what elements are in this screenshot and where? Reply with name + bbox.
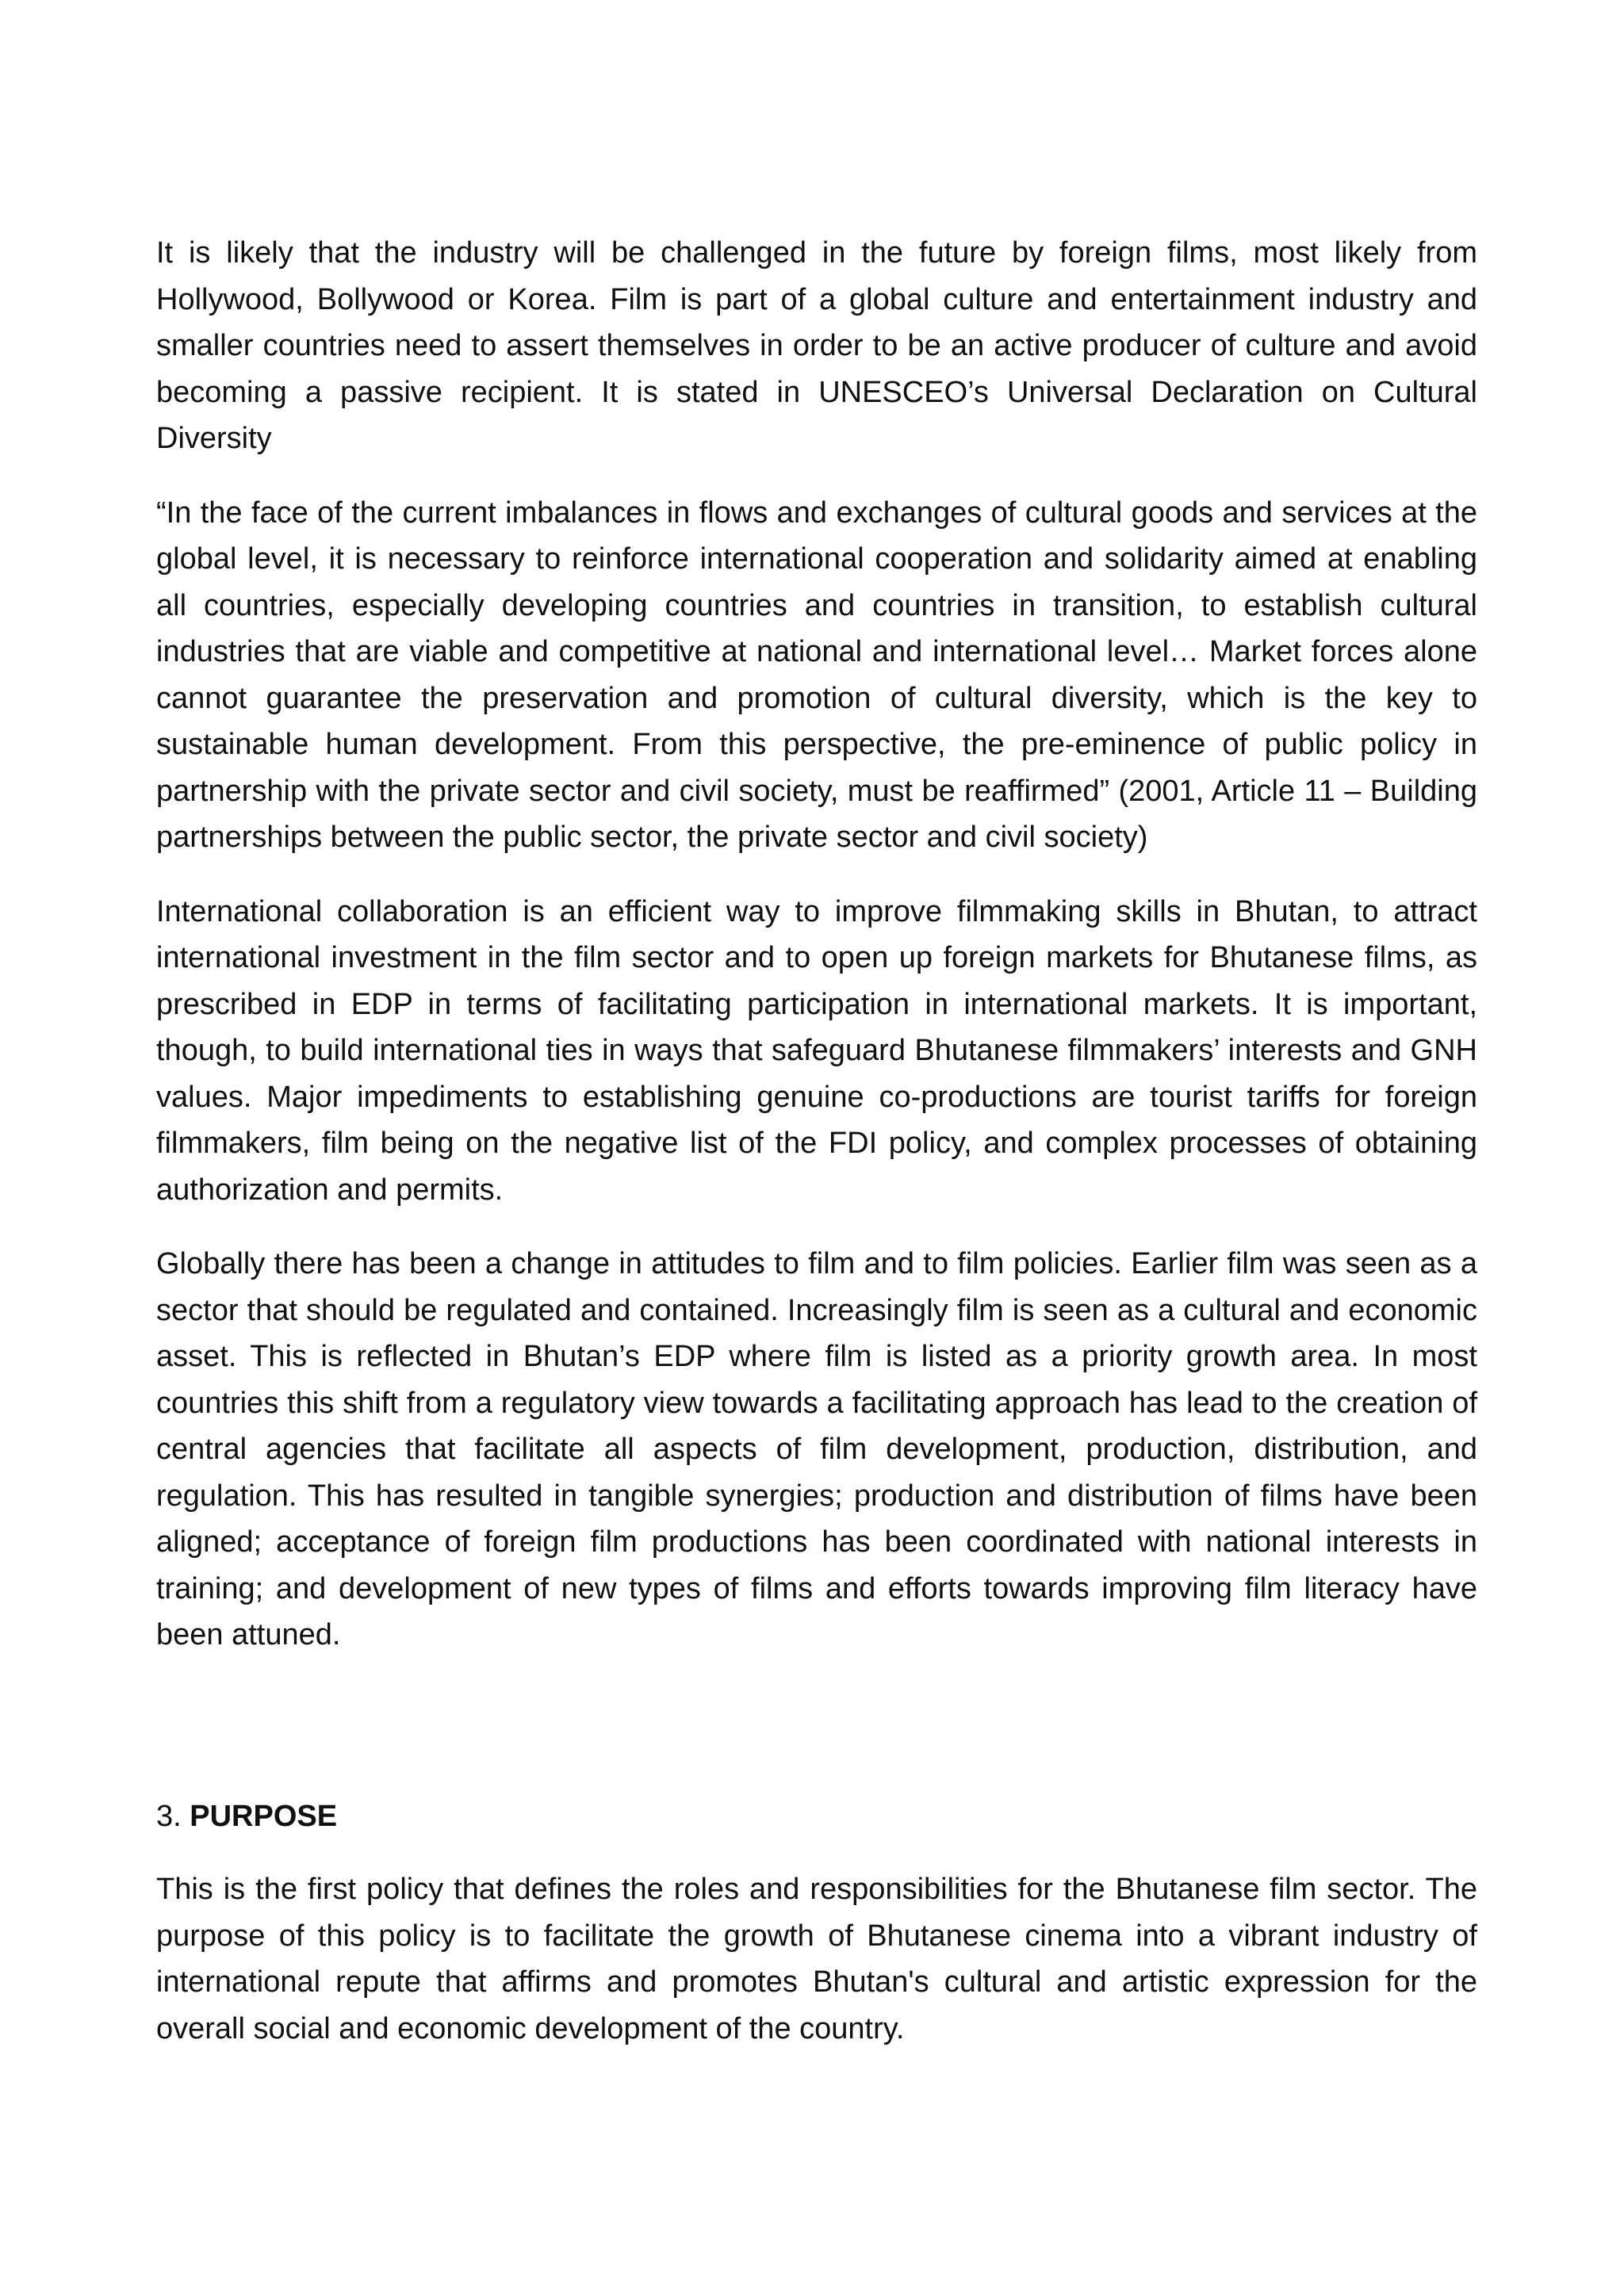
paragraph-purpose: This is the first policy that defines the roles and responsibilities for the Bhutanese film sector. The purpose of this policy is to facilitate the growth of Bhutanese cinema into a vibrant industry of international repute that affirms and promotes Bhutan's cultural and artistic expression for the overall social and economic development of the country. <box>156 1873 1477 2045</box>
section-number: 3. <box>156 1799 190 1833</box>
section-heading-purpose <box>156 1793 1477 1840</box>
document-body <box>156 230 1477 2080</box>
paragraph-unesco-quote: “In the face of the current imbalances in flows and exchanges of cultural goods and services at the global level, it is necessary to reinforce international cooperation and solidarity aimed at enabling all countries, especially developing countries and countries in transition, to establish cultural industries that are viable and competitive at national and international level… Market forces alone cannot guarantee the preservation and promotion of cultural diversity, which is the key to sustainable human development. From this perspective, the pre-eminence of public policy in partnership with the private sector and civil society, must be reaffirmed” (2001, Article 11 – Building partnerships between the public sector, the private sector and civil society) <box>156 496 1477 854</box>
paragraph-foreign-films: It is likely that the industry will be challenged in the future by foreign films, most likely from Hollywood, Bollywood or Korea. Film is part of a global culture and entertainment industry and smaller countries need to assert themselves in order to be an active producer of culture and avoid becoming a passive recipient. It is stated in UNESCEO’s Universal Declaration on Cultural Diversity <box>156 236 1477 455</box>
paragraph-global-attitudes: Globally there has been a change in attitudes to film and to film policies. Earlier film was seen as a sector that should be regulated and contained. Increasingly film is seen as a cultural and economic asset. This is reflected in Bhutan’s EDP where film is listed as a priority growth area. In most countries this shift from a regulatory view towards a facilitating approach has lead to the creation of central agencies that facilitate all aspects of film development, production, distribution, and regulation. This has resulted in tangible synergies; production and distribution of films have been aligned; acceptance of foreign film productions has been coordinated with national interests in training; and development of new types of films and efforts towards improving film literacy have been attuned. <box>156 1247 1477 1651</box>
paragraph-international-collaboration: International collaboration is an efficient way to improve filmmaking skills in Bhutan, to attract international investment in the film sector and to open up foreign markets for Bhutanese films, as prescribed in EDP in terms of facilitating participation in international markets. It is important, though, to build international ties in ways that safeguard Bhutanese filmmakers’ interests and GNH values. Major impediments to establishing genuine co-productions are tourist tariffs for foreign filmmakers, film being on the negative list of the FDI policy, and complex processes of obtaining authorization and permits. <box>156 894 1477 1207</box>
section-title: PURPOSE <box>190 1799 338 1833</box>
